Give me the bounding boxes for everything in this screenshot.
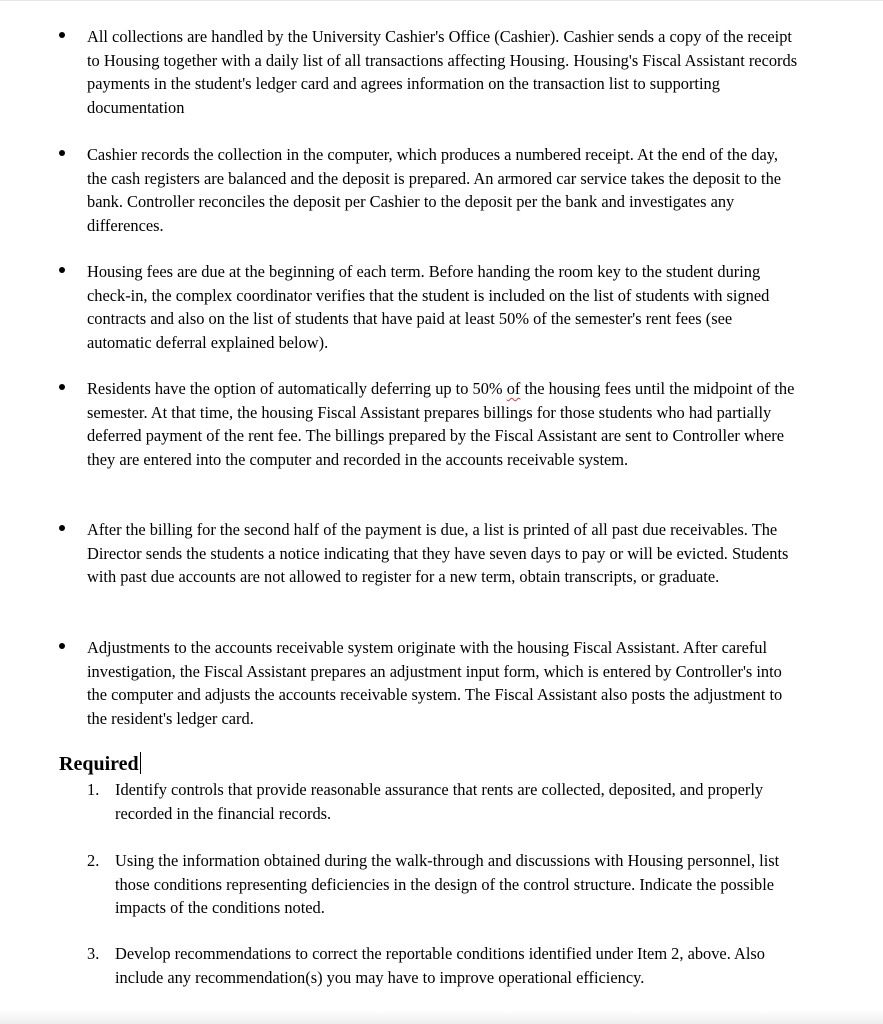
bullet-text: Housing fees are due at the beginning of each term. Before handing the room key to the student during check-in, the complex coordinator verifies that the student is included on the list of students with signed contracts and also on the list of students that have paid at least 50% of the semester's rent fees (see automatic deferral explained below).: [87, 262, 770, 352]
bullet-text-start: Residents have the option of automatically deferring up to 50%: [87, 379, 507, 398]
spellcheck-flagged-word[interactable]: of: [506, 379, 521, 398]
text-cursor: [140, 752, 141, 774]
bullet-text-end: the housing fees until the midpoint of the semester. At that time, the housing Fiscal Assistant prepares billings for those students who had partially deferred payment of the rent fee. The billings prepared by the Fiscal Assistant are sent to Controller where they are entered into the computer and recorded in the accounts receivable system.: [87, 379, 795, 469]
bullet-marker: [59, 643, 65, 649]
bullet-text: After the billing for the second half of the payment is due, a list is printed of all past due receivables. The Director sends the students a notice indicating that they have seven days to pay or will be evicted. Students with past due accounts are not allowed to register for a new term, obtain transcripts, or graduate.: [87, 520, 789, 587]
required-heading: [59, 750, 141, 778]
list-item-text: Develop recommendations to correct the reportable conditions identified under Item 2, above. Also include any recommendation(s) you may have to improve operational efficiency.: [115, 944, 765, 987]
list-item-text: Using the information obtained during the walk-through and discussions with Housing personnel, list those conditions representing deficiencies in the design of the control structure. Indicate the possible impacts of the conditions noted.: [115, 851, 780, 918]
bullet-marker: [59, 32, 65, 38]
bullet-marker: [59, 525, 65, 531]
list-number: 1.: [87, 780, 100, 799]
list-number: 3.: [87, 944, 100, 963]
bullet-text: Adjustments to the accounts receivable system originate with the housing Fiscal Assistant. After careful investigation, the Fiscal Assistant prepares an adjustment input form, which is entered by Controller's into the computer and adjusts the accounts receivable system. The Fiscal Assistant also posts the adjustment to the resident's ledger card.: [87, 638, 783, 728]
page-bottom-edge: [0, 1010, 883, 1024]
bullet-marker: [59, 384, 65, 390]
bullet-text: All collections are handled by the University Cashier's Office (Cashier). Cashier sends a copy of the receipt to Housing together with a daily list of all transactions affecting Housing. Housing's Fiscal Assistant records payments in the student's ledger card and agrees information on the transaction list to supporting documentation: [87, 27, 798, 117]
required-heading-text: Required: [59, 753, 139, 775]
bullet-text: [87, 377, 799, 471]
bullet-text: Cashier records the collection in the computer, which produces a numbered receipt. At the end of the day, the cash registers are balanced and the deposit is prepared. An armored car service takes the deposit to the bank. Controller reconciles the deposit per Cashier to the deposit per the bank and investigates any differences.: [87, 145, 782, 235]
page-top-border: [0, 0, 883, 1]
bullet-marker: [59, 267, 65, 273]
list-item-text: Identify controls that provide reasonable assurance that rents are collected, deposited, and properly recorded in the financial records.: [115, 780, 764, 823]
list-number: 2.: [87, 851, 100, 870]
bullet-marker: [59, 150, 65, 156]
